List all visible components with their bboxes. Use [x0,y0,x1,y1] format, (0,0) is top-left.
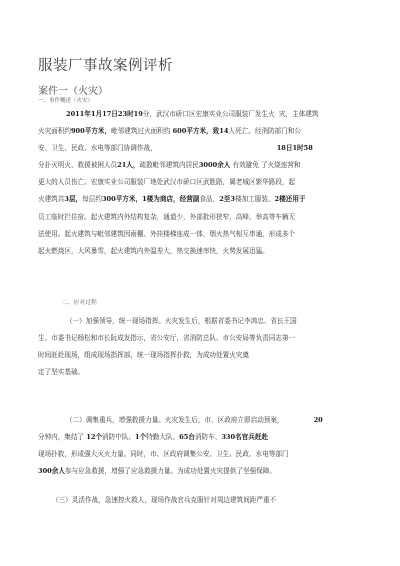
text-line: （三）灵活作战，急速控火救人，现场作战官兵克服针对周边建筑间距严重不 [52,496,277,504]
text-line: 生、市委书记杨松和市长阮成发指示，省公安厅，省消防总队、市公安局等负责同志第一 [38,334,296,343]
section-heading: 二、应对过程 [62,300,97,306]
section-heading: 一、事件概述（火灾） [38,98,94,104]
document-title: 服装厂事故案例评析 [38,58,173,74]
text-line: 法使用。起火建筑与毗邻建筑因雨棚、外挂楼梯连成一体，烟火热气相互串通，形成多个 [38,229,296,238]
text-line: 分钟内，集结了 12个消防中队、1个特勤大队、65台消防车、330名官兵赶赴 [38,433,269,442]
paragraph [38,492,358,509]
text-line: 定了坚实基础。 [38,368,85,377]
paragraph [38,313,358,381]
text-line: （二）调集重兵，增强救援力量。火灾发生后，市、区政府立即启动预案， 20 [66,416,323,424]
text-line: 时间赶赴现场，组成现场指挥部，统一现场指挥扑救，为成功处置火灾奠 [38,351,249,360]
text-line: 更大的人员伤亡。宏康实业公司服装厂地处武汉市硚口区武胜路，属老城区繁华路段，起 [38,178,296,187]
text-line: （一）加强领导，统一现场指挥。火灾发生后，根据省委书记李鸿忠、省长王国 [66,317,297,325]
text-line: 火建筑共3层，每层约300平方米，1楼为商店，经营副食品，2至3楼加工服装，2楼还用于 [38,195,306,204]
paragraph [38,106,358,260]
text-line: 现场扑救，形成强大灭火力量。同时，市、区政府调集公安、卫生、民政、水电等部门 [38,450,289,459]
text-line: 起火燃烧区，大风暴雪，起火建筑内外温差大，热交换速率快，火势发展迅猛。 [38,246,269,255]
text-line: 安、卫生、民政、水电等部门协调作战， 18日1时58 [38,144,313,153]
text-line: 分扑灭明火，救援被困人员21人，疏散毗邻建筑内居民3000余人 有效避免 了火烧连营和 [38,161,301,170]
text-line: 火灾面积约900平方米，毗邻建筑过火面积约 600平方米，致14人死亡。经消防部门和公 [38,127,302,136]
case-heading: 案件一（火灾） [38,86,108,97]
paragraph [38,412,358,480]
text-line: 300余人参与应急救援，增强了应急救援力量。为成功处置火灾提供了坚强保障。 [38,467,276,476]
text-line: 2011年1月17日23时19分，武汉市硚口区宏康实业公司服装厂发生火 灾，主体建筑 [66,110,319,118]
text-line: 员工临时拦住宿。起火建筑内外结构复杂，通道少，外部批形狭窄，高峰，举高等车辆无 [38,212,296,221]
